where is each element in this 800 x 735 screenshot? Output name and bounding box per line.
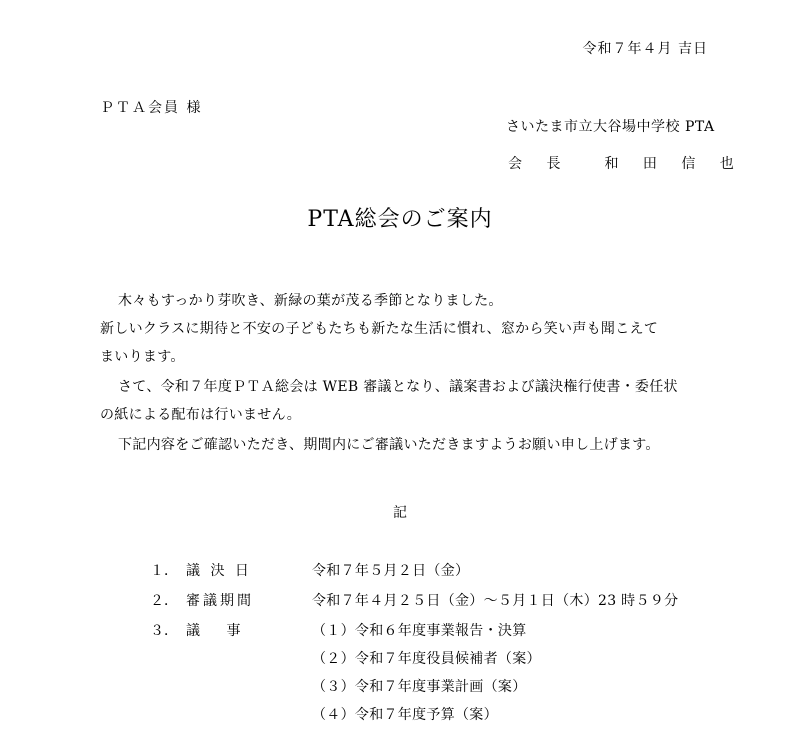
item-label: 議 決 日 <box>186 563 252 579</box>
item-number: ２． <box>150 593 178 609</box>
item-value: 令和７年４月２５日（金）～５月１日（木）23 時５９分 <box>312 593 679 609</box>
addressee: ＰＴＡ会員 様 <box>100 100 203 116</box>
sender-title: 会 長 <box>508 156 571 172</box>
item-number: ３． <box>150 623 178 639</box>
item-label: 議 事 <box>186 623 252 639</box>
item-value: （１）令和６年度事業報告・決算 <box>312 623 527 639</box>
item-value: 令和７年５月２日（金） <box>312 563 470 579</box>
sender-name: 和 田 信 也 <box>604 156 744 172</box>
agenda-item: （３）令和７年度事業計画（案） <box>312 679 527 695</box>
sender-signature <box>508 153 744 173</box>
body-line: 木々もすっかり芽吹き、新緑の葉が茂る季節となりました。 <box>118 293 503 309</box>
body-line: 下記内容をご確認いただき、期間内にご審議いただきますようお願い申し上げます。 <box>118 437 660 453</box>
ki-heading: 記 <box>393 505 407 521</box>
body-line: の紙による配布は行いません。 <box>100 407 302 423</box>
agenda-item: （４）令和７年度予算（案） <box>312 707 498 723</box>
body-line: 新しいクラスに期待と不安の子どもたちも新たな生活に慣れ、窓から笑い声も聞こえて <box>100 321 659 337</box>
body-line: まいります。 <box>100 349 185 365</box>
item-label: 審議期間 <box>186 593 254 609</box>
issue-date: 令和７年４月 吉日 <box>582 41 708 57</box>
body-line: さて、令和７年度ＰＴＡ総会は WEB 審議となり、議案書および議決権行使書・委任状 <box>118 379 678 395</box>
sender-organization: さいたま市立大谷場中学校 PTA <box>506 119 715 135</box>
item-number: １． <box>150 563 178 579</box>
document-title: PTA総会のご案内 <box>307 207 493 232</box>
agenda-item: （２）令和７年度役員候補者（案） <box>312 651 541 667</box>
